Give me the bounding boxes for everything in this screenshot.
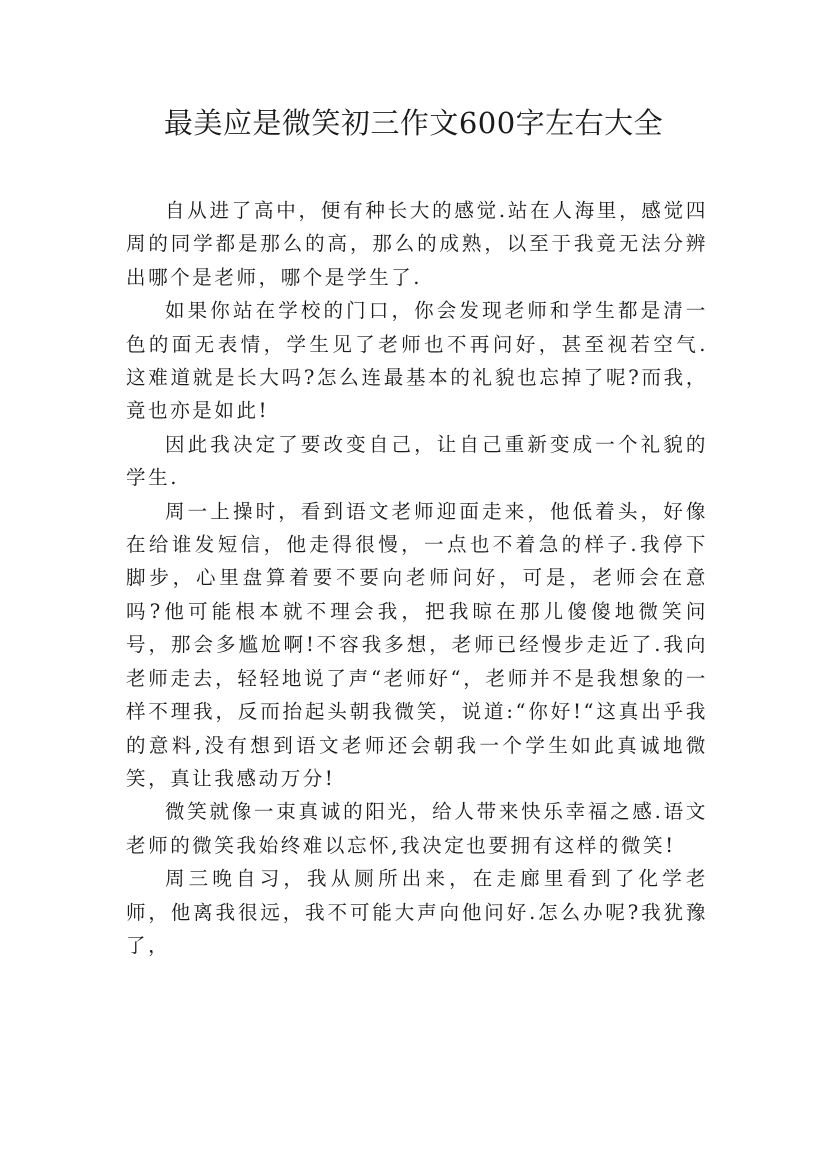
paragraph: 周三晚自习，我从厕所出来，在走廊里看到了化学老师，他离我很远，我不可能大声向他问好.怎么办呢?我犹豫了， bbox=[126, 867, 708, 957]
paragraph: 如果你站在学校的门口，你会发现老师和学生都是清一色的面无表情，学生见了老师也不再问好，甚至视若空气.这难道就是长大吗?怎么连最基本的礼貌也忘掉了呢?而我，竟也亦是如此! bbox=[126, 299, 708, 423]
paragraph: 周一上操时，看到语文老师迎面走来，他低着头，好像在给谁发短信，他走得很慢，一点也不着急的样子.我停下脚步，心里盘算着要不要向老师问好，可是，老师会在意吗?他可能根本就不理会我，把我晾在那儿傻傻地微笑问号，那会多尴尬啊!不容我多想，老师已经慢步走近了.我向老师走去，轻轻地说了声“老师好“，老师并不是我想象的一样不理我，反而抬起头朝我微笑，说道:“你好!“这真出乎我的意料,没有想到语文老师还会朝我一个学生如此真诚地微笑，真让我感动万分! bbox=[126, 499, 708, 790]
document-body bbox=[126, 194, 708, 962]
paragraph: 微笑就像一束真诚的阳光，给人带来快乐幸福之感.语文老师的微笑我始终难以忘怀,我决定也要拥有这样的微笑! bbox=[126, 800, 708, 857]
paragraph: 自从进了高中，便有种长大的感觉.站在人海里，感觉四周的同学都是那么的高，那么的成熟，以至于我竟无法分辨出哪个是老师，哪个是学生了. bbox=[126, 199, 708, 289]
document-title: 最美应是微笑初三作文600字左右大全 bbox=[163, 106, 664, 140]
paragraph: 因此我决定了要改变自己，让自己重新变成一个礼貌的学生. bbox=[126, 432, 708, 490]
